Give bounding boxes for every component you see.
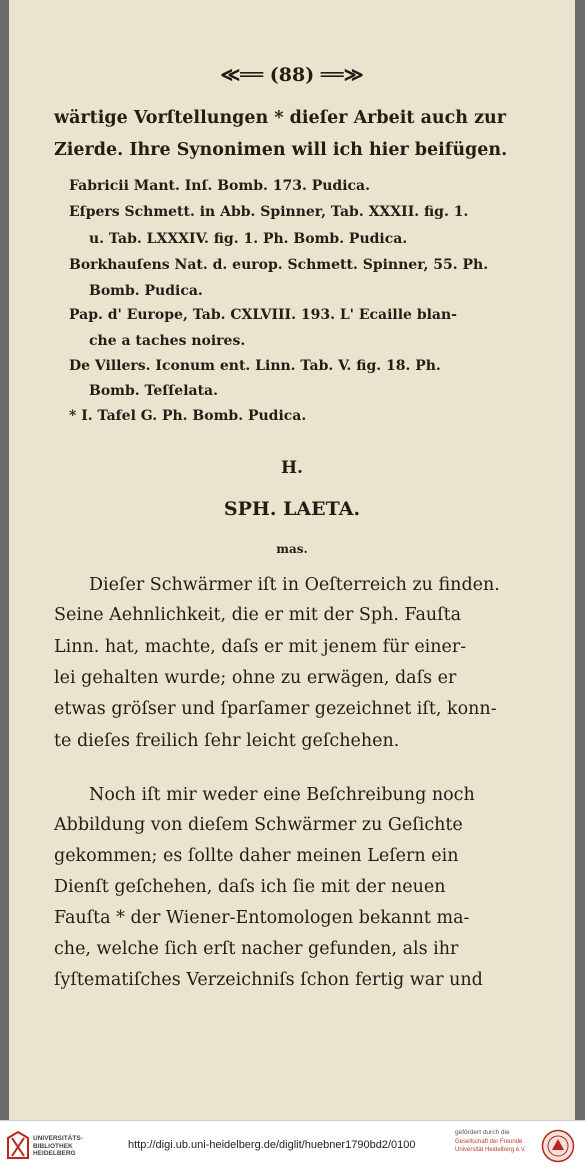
text-line: Abbildung von dieſem Schwärmer zu Geſichte xyxy=(54,815,463,835)
section-letter: H. xyxy=(281,458,303,478)
synonym-line: Fabricii Mant. Inſ. Bomb. 173. Pudica. xyxy=(69,178,370,194)
text-line: Seine Aehnlichkeit, die er mit der Sph. Fauſta xyxy=(54,605,462,625)
scanned-page xyxy=(9,0,575,1120)
text-line: Noch iſt mir weder eine Beſchreibung noch xyxy=(89,785,475,805)
funded-by-label: gefördert durch die xyxy=(455,1129,510,1136)
synonym-line: Pap. d' Europe, Tab. CXLVIII. 193. L' Ecaille blan- xyxy=(69,307,457,323)
synonym-line: Bomb. Pudica. xyxy=(89,283,203,299)
text-line: wärtige Vorſtellungen * dieſer Arbeit auch zur xyxy=(54,108,507,128)
synonym-line: * I. Tafel G. Ph. Bomb. Pudica. xyxy=(69,408,307,424)
text-line: Linn. hat, machte, daſs er mit jenem für einer- xyxy=(54,637,467,657)
synonym-line: Bomb. Teſſelata. xyxy=(89,383,218,399)
synonym-line: Eſpers Schmett. in Abb. Spinner, Tab. XXXII. fig. 1. xyxy=(69,204,469,220)
synonym-line: Borkhauſens Nat. d. europ. Schmett. Spinner, 55. Ph. xyxy=(69,257,489,273)
text-line: Dieſer Schwärmer iſt in Oeſterreich zu finden. xyxy=(89,575,500,595)
synonym-line: che a taches noires. xyxy=(89,333,246,349)
text-line: che, welche ſich erſt nacher gefunden, als ihr xyxy=(54,939,459,959)
viewer-footer xyxy=(0,1120,585,1170)
synonym-line: De Villers. Iconum ent. Linn. Tab. V. fig. 18. Ph. xyxy=(69,358,441,374)
text-line: Zierde. Ihre Synonimen will ich hier beifügen. xyxy=(54,140,508,160)
synonym-line: u. Tab. LXXXIV. fig. 1. Ph. Bomb. Pudica. xyxy=(89,231,408,247)
species-title: SPH. LAETA. xyxy=(223,498,361,520)
university-seal-icon xyxy=(541,1129,575,1163)
permalink[interactable]: http://digi.ub.uni-heidelberg.de/diglit/huebner1790bd2/0100 xyxy=(128,1139,416,1151)
text-line: te dieſes freilich ſehr leicht geſchehen. xyxy=(54,731,400,751)
text-line: Dienſt geſchehen, daſs ich ſie mit der neuen xyxy=(54,877,446,897)
text-line: ſyſtematiſches Verzeichniſs ſchon fertig war und xyxy=(54,970,483,990)
society-name: Gesellschaft der Freunde Universität Heidelberg e.V. xyxy=(455,1139,526,1153)
text-line: gekommen; es ſollte daher meinen Leſern ein xyxy=(54,846,459,866)
page-header: ≪══ (88) ══≫ xyxy=(220,64,364,86)
text-line: lei gehalten wurde; ohne zu erwägen, daſs er xyxy=(54,668,457,688)
sex-label: mas. xyxy=(276,542,308,556)
text-line: Fauſta * der Wiener-Entomologen bekannt ma- xyxy=(54,908,470,928)
library-logo-icon xyxy=(6,1130,30,1160)
text-line: etwas gröſser und ſparſamer gezeichnet iſt, konn- xyxy=(54,699,497,719)
library-name: UNIVERSITÄTS- BIBLIOTHEK HEIDELBERG xyxy=(33,1135,83,1157)
